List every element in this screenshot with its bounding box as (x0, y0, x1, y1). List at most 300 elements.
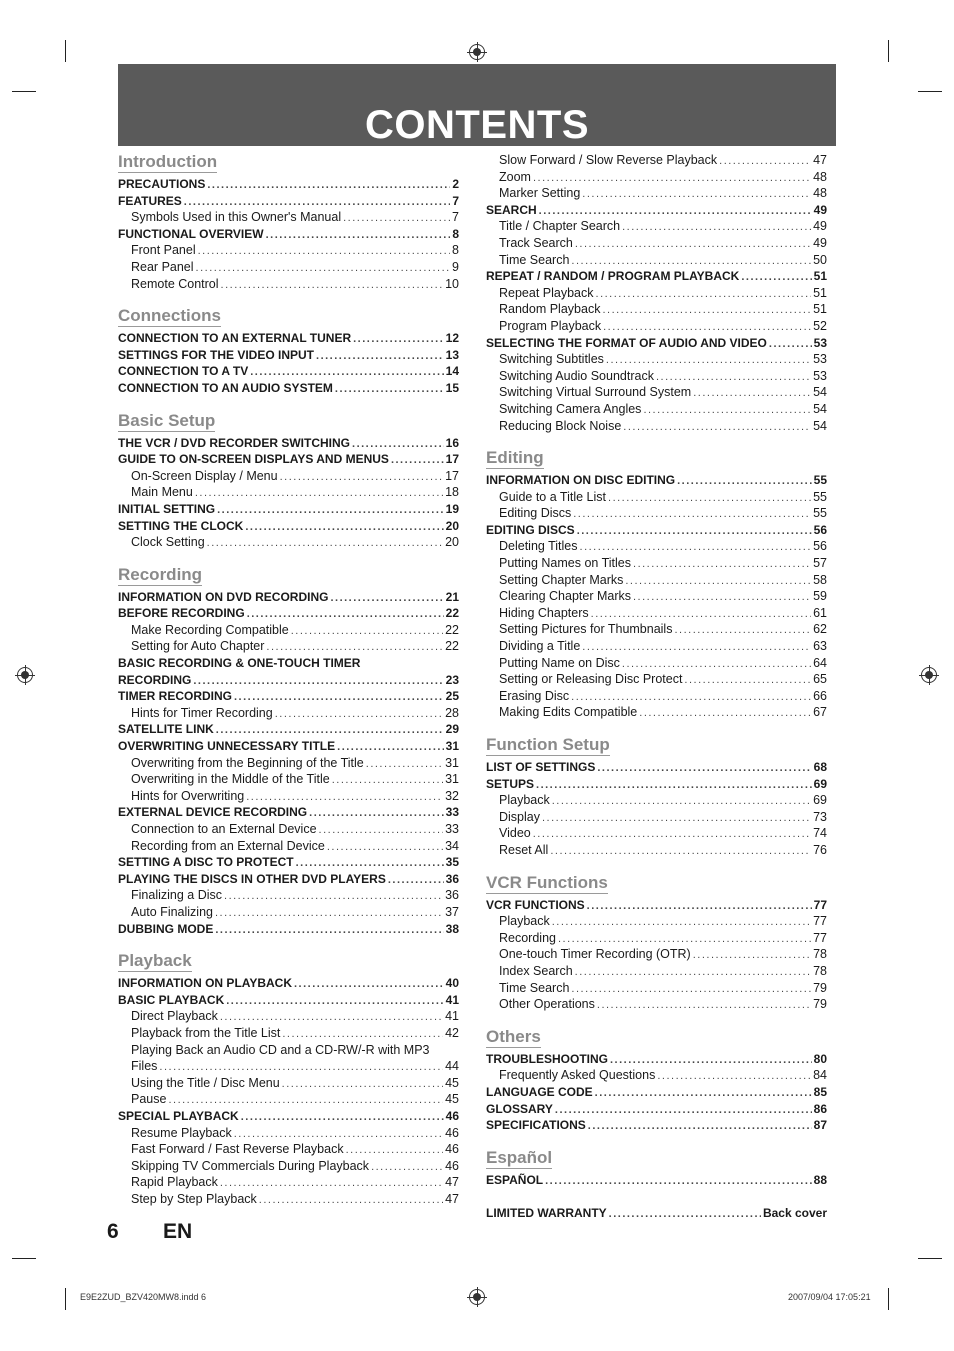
toc-entry[interactable] (118, 605, 459, 622)
toc-entry-page: 37 (445, 904, 459, 919)
toc-column-right (486, 152, 827, 1222)
toc-entry[interactable] (118, 975, 459, 992)
toc-entry[interactable] (118, 501, 459, 518)
toc-entry[interactable] (118, 347, 459, 364)
toc-entry[interactable] (118, 1158, 459, 1175)
toc-entry-label: INITIAL SETTING (118, 501, 216, 516)
toc-entry[interactable] (118, 380, 459, 397)
dot-leader (591, 606, 811, 623)
toc-entry-page: 49 (813, 219, 827, 234)
toc-entry[interactable] (486, 538, 827, 555)
dot-leader (241, 1109, 444, 1126)
toc-entry[interactable] (486, 335, 827, 352)
dot-leader (330, 590, 443, 607)
toc-entry[interactable] (118, 1008, 459, 1025)
toc-entry[interactable] (486, 638, 827, 655)
toc-entry[interactable] (486, 351, 827, 368)
toc-entry-page: 58 (813, 572, 827, 587)
dot-leader (193, 673, 443, 690)
toc-entry[interactable] (118, 887, 459, 904)
toc-entry[interactable] (118, 209, 459, 226)
toc-entry-page: 55 (813, 506, 827, 521)
dot-leader (552, 793, 811, 810)
toc-entry-page: 55 (813, 473, 827, 488)
crop-mark (12, 91, 36, 92)
toc-entry[interactable] (118, 838, 459, 855)
toc-entry-page: 51 (813, 285, 827, 300)
toc-entry-page: 10 (445, 276, 459, 291)
dot-leader (184, 194, 451, 211)
toc-entry[interactable] (118, 755, 459, 772)
toc-entry-label: Connection to an External Device (131, 822, 317, 836)
toc-entry[interactable] (486, 522, 827, 539)
toc-entry[interactable] (118, 242, 459, 259)
dot-leader (226, 993, 443, 1010)
toc-entry-label: Marker Setting (499, 186, 581, 201)
toc-entry[interactable] (486, 825, 827, 842)
toc-entry-page: 9 (452, 259, 459, 274)
toc-entry-page: 54 (813, 418, 827, 433)
toc-entry-label: Make Recording Compatible (131, 622, 289, 637)
section-heading: Español (486, 1147, 553, 1167)
toc-entry[interactable] (118, 1108, 459, 1125)
toc-entry[interactable] (486, 401, 827, 418)
toc-entry[interactable] (118, 921, 459, 938)
toc-entry-label: Clearing Chapter Marks (499, 589, 631, 604)
dot-leader (609, 1206, 761, 1223)
toc-entry-page: 87 (813, 1118, 827, 1133)
toc-entry[interactable] (118, 534, 459, 551)
dot-leader (280, 469, 444, 486)
toc-entry[interactable] (118, 276, 459, 293)
dot-leader (319, 822, 444, 839)
toc-entry[interactable] (486, 185, 827, 202)
toc-entry-label: One-touch Timer Recording (OTR) (499, 947, 691, 962)
section-heading: Introduction (118, 152, 218, 171)
toc-entry-label: Program Playback (499, 318, 602, 333)
dot-leader (215, 922, 443, 939)
toc-entry-page: 40 (445, 976, 459, 991)
dot-leader (571, 981, 811, 998)
toc-entry-label: Switching Audio Soundtrack (499, 368, 654, 383)
toc-entry-label: Erasing Disc (499, 688, 570, 703)
toc-entry-label: EDITING DISCS (486, 522, 575, 537)
toc-entry-label: Title / Chapter Search (499, 219, 621, 234)
toc-entry-page: 68 (813, 760, 827, 774)
toc-entry-page: 46 (445, 1142, 459, 1157)
toc-entry-label: LANGUAGE CODE (486, 1084, 593, 1099)
toc-entry-label: Auto Finalizing (131, 904, 213, 919)
toc-entry[interactable] (486, 704, 827, 721)
dot-leader (352, 436, 444, 453)
toc-entry-label: Display (499, 809, 540, 824)
toc-entry[interactable] (118, 1174, 459, 1191)
toc-entry-label: LIMITED WARRANTY (486, 1206, 607, 1221)
toc-entry-page: 28 (445, 705, 459, 720)
toc-entry[interactable] (486, 268, 827, 285)
toc-entry[interactable] (486, 842, 827, 859)
toc-entry[interactable] (118, 688, 459, 705)
toc-entry[interactable] (486, 759, 827, 776)
toc-entry-page: 65 (813, 672, 827, 687)
toc-entry-label: Hiding Chapters (499, 605, 589, 620)
toc-entry[interactable] (486, 472, 827, 489)
toc-entry[interactable] (486, 318, 827, 335)
toc-entry[interactable] (118, 484, 459, 501)
toc-entry-page: 73 (813, 809, 827, 824)
toc-entry-label: On-Screen Display / Menu (131, 468, 278, 483)
toc-entry[interactable] (118, 638, 459, 655)
toc-entry[interactable] (118, 193, 459, 210)
toc-entry-page: 47 (445, 1191, 459, 1206)
dot-leader (294, 976, 444, 993)
toc-entry-page: 45 (445, 1075, 459, 1090)
dot-leader (633, 589, 811, 606)
registration-mark-icon (469, 1289, 485, 1305)
toc-entry[interactable] (486, 505, 827, 522)
toc-entry-page: 51 (813, 269, 827, 284)
dot-leader (608, 490, 811, 507)
toc-entry-page: 69 (813, 793, 827, 808)
dot-leader (195, 485, 443, 502)
toc-entry[interactable] (118, 259, 459, 276)
toc-entry[interactable] (118, 738, 459, 755)
dot-leader (622, 219, 811, 236)
toc-entry-page: 77 (813, 897, 827, 912)
toc-entry-label: Fast Forward / Fast Reverse Playback (131, 1142, 344, 1157)
toc-entry[interactable] (486, 384, 827, 401)
toc-entry-page: 49 (813, 202, 827, 217)
toc-entry[interactable] (118, 1075, 459, 1092)
toc-entry[interactable] (486, 489, 827, 506)
toc-entry[interactable] (118, 721, 459, 738)
toc-entry[interactable] (118, 226, 459, 243)
toc-entry-page: 85 (813, 1084, 827, 1099)
toc-entry-label: Track Search (499, 235, 573, 250)
toc-entry[interactable] (486, 1084, 827, 1101)
toc-entry-page: 44 (445, 1059, 459, 1074)
toc-entry[interactable] (118, 363, 459, 380)
toc-entry[interactable] (486, 202, 827, 219)
toc-entry[interactable] (118, 1125, 459, 1142)
dot-leader (602, 302, 811, 319)
dot-leader (693, 385, 811, 402)
toc-entry[interactable] (486, 1101, 827, 1118)
dot-leader (266, 227, 451, 244)
page-language: EN (163, 1220, 193, 1243)
toc-entry-label: Remote Control (131, 276, 219, 291)
toc-entry[interactable] (486, 555, 827, 572)
toc-entry-label: GLOSSARY (486, 1101, 553, 1116)
toc-entry[interactable] (486, 963, 827, 980)
toc-entry-label: Slow Forward / Slow Reverse Playback (499, 153, 718, 167)
toc-entry-label: BASIC PLAYBACK (118, 992, 225, 1007)
toc-entry-page: 16 (445, 435, 459, 450)
toc-entry[interactable] (486, 235, 827, 252)
toc-entry-label: Direct Playback (131, 1009, 218, 1024)
registration-mark-icon (921, 667, 937, 683)
toc-entry[interactable] (486, 671, 827, 688)
dot-leader (656, 369, 811, 386)
toc-entry-page: 74 (813, 826, 827, 841)
dot-leader (266, 639, 443, 656)
toc-entry-label: Recording (499, 930, 556, 945)
toc-entry-page: 78 (813, 947, 827, 962)
toc-entry[interactable] (118, 1025, 459, 1042)
toc-entry-page: 20 (445, 535, 459, 550)
toc-entry[interactable] (118, 518, 459, 535)
toc-entry-label: Using the Title / Disc Menu (131, 1075, 280, 1090)
toc-entry-page: 42 (445, 1025, 459, 1040)
toc-entry-page: 31 (445, 739, 459, 754)
toc-entry-page: 46 (445, 1125, 459, 1140)
toc-entry-page: 32 (445, 788, 459, 803)
toc-entry-label: Hints for Timer Recording (131, 705, 273, 720)
toc-entry[interactable] (486, 1067, 827, 1084)
toc-entry-page: 88 (813, 1172, 827, 1187)
toc-entry-label: Dividing a Title (499, 639, 581, 654)
title-banner (118, 64, 836, 146)
toc-entry[interactable] (486, 218, 827, 235)
toc-entry[interactable] (118, 655, 459, 672)
dot-leader (643, 402, 811, 419)
toc-entry[interactable] (486, 418, 827, 435)
toc-entry-label: Setting Chapter Marks (499, 572, 624, 587)
dot-leader (741, 269, 811, 286)
toc-entry-page: 18 (445, 485, 459, 500)
dot-leader (259, 1192, 443, 1209)
dot-leader (246, 789, 443, 806)
dot-leader (291, 623, 443, 640)
toc-entry[interactable] (486, 776, 827, 793)
toc-entry[interactable] (118, 821, 459, 838)
toc-entry-page: 25 (445, 689, 459, 704)
dot-leader (220, 1009, 443, 1026)
crop-mark (65, 40, 66, 62)
toc-entry[interactable] (486, 996, 827, 1013)
toc-entry-label: INFORMATION ON DVD RECORDING (118, 589, 329, 604)
toc-entry-page: 63 (813, 639, 827, 654)
toc-entry[interactable] (118, 622, 459, 639)
toc-entry[interactable] (118, 992, 459, 1009)
toc-entry-page: 45 (445, 1092, 459, 1107)
toc-entry[interactable] (118, 1058, 459, 1075)
toc-entry-label: Setting for Auto Chapter (131, 639, 265, 654)
dot-leader (353, 331, 444, 348)
footer-file: E9E2ZUD_BZV420MW8.indd 6 (80, 1292, 207, 1302)
dot-leader (552, 914, 811, 931)
dot-leader (769, 336, 812, 353)
crop-mark (918, 1258, 942, 1259)
toc-entry-label: RECORDING (118, 672, 192, 687)
toc-entry[interactable] (486, 1051, 827, 1068)
toc-entry[interactable] (118, 176, 459, 193)
toc-entry-page: 64 (813, 655, 827, 670)
toc-entry-label: Recording from an External Device (131, 838, 325, 853)
toc-entry[interactable] (486, 930, 827, 947)
toc-entry[interactable] (118, 1091, 459, 1108)
toc-entry-label: THE VCR / DVD RECORDER SWITCHING (118, 435, 351, 450)
toc-entry[interactable] (486, 572, 827, 589)
toc-entry[interactable] (486, 809, 827, 826)
dot-leader (343, 210, 450, 227)
toc-entry-label: Step by Step Playback (131, 1191, 257, 1206)
dot-leader (542, 810, 811, 827)
toc-entry-label: Index Search (499, 963, 573, 978)
toc-entry-label: Switching Camera Angles (499, 401, 642, 416)
toc-entry-label: Playing Back an Audio CD and a CD-RW/-R with MP3 (131, 1042, 430, 1057)
toc-entry[interactable] (486, 368, 827, 385)
section-heading: Basic Setup (118, 410, 216, 430)
toc-entry-label: CONNECTION TO AN AUDIO SYSTEM (118, 380, 333, 395)
dot-leader (168, 1092, 443, 1109)
dot-leader (550, 843, 811, 860)
toc-entry[interactable] (118, 871, 459, 888)
toc-entry[interactable] (118, 788, 459, 805)
toc-entry-label: Editing Discs (499, 506, 572, 521)
toc-entry-page: 86 (813, 1101, 827, 1116)
toc-entry[interactable] (118, 435, 459, 452)
toc-entry-label: Zoom (499, 169, 531, 184)
toc-entry-label: Switching Virtual Surround System (499, 385, 692, 400)
toc-entry-label: REPEAT / RANDOM / PROGRAM PLAYBACK (486, 269, 740, 284)
toc-entry-label: SEARCH (486, 202, 537, 217)
dot-leader (588, 1118, 812, 1135)
dot-leader (597, 760, 811, 777)
toc-entry-page: 76 (813, 842, 827, 857)
toc-entry-label: Playback from the Title List (131, 1025, 281, 1040)
dot-leader (282, 1076, 443, 1093)
dot-leader (216, 722, 444, 739)
toc-entry[interactable] (486, 1172, 827, 1189)
toc-entry-label: INFORMATION ON DISC EDITING (486, 473, 676, 488)
dot-leader (198, 243, 450, 260)
toc-entry[interactable] (118, 771, 459, 788)
toc-entry-label: CONNECTION TO AN EXTERNAL TUNER (118, 331, 352, 346)
toc-entry[interactable] (118, 1141, 459, 1158)
toc-entry[interactable] (486, 621, 827, 638)
toc-entry[interactable] (486, 152, 827, 169)
dot-leader (606, 352, 811, 369)
toc-entry-page: 41 (445, 992, 459, 1007)
toc-entry[interactable] (486, 605, 827, 622)
toc-entry-label: BASIC RECORDING & ONE-TOUCH TIMER (118, 656, 361, 671)
toc-entry[interactable] (486, 655, 827, 672)
toc-entry-label: Video (499, 826, 531, 841)
crop-mark (12, 1258, 36, 1259)
toc-entry-label: BEFORE RECORDING (118, 606, 245, 621)
toc-entry-label: Making Edits Compatible (499, 705, 638, 720)
section-heading: Function Setup (486, 735, 610, 754)
toc-entry-label: Setting or Releasing Disc Protect (499, 672, 683, 687)
section-heading: Recording (118, 564, 203, 584)
toc-entry-label: Front Panel (131, 243, 196, 258)
toc-entry-page: 56 (813, 539, 827, 554)
toc-entry-label: PLAYING THE DISCS IN OTHER DVD PLAYERS (118, 871, 386, 886)
toc-entry[interactable] (118, 468, 459, 485)
dot-leader (215, 905, 443, 922)
toc-entry[interactable] (486, 913, 827, 930)
toc-entry-label: Setting Pictures for Thumbnails (499, 622, 673, 637)
toc-entry[interactable] (486, 301, 827, 318)
toc-entry[interactable] (486, 946, 827, 963)
toc-entry[interactable] (486, 1205, 827, 1222)
toc-entry-page: 52 (813, 318, 827, 333)
toc-entry-page: 14 (445, 364, 459, 379)
toc-entry-page: 20 (445, 518, 459, 533)
toc-entry[interactable] (486, 588, 827, 605)
dot-leader (558, 931, 811, 948)
toc-entry[interactable] (118, 1042, 459, 1059)
toc-entry-label: SPECIAL PLAYBACK (118, 1108, 239, 1123)
toc-entry-page: 22 (445, 622, 459, 637)
toc-entry-label: Rapid Playback (131, 1175, 218, 1190)
toc-entry[interactable] (118, 804, 459, 821)
toc-entry[interactable] (486, 252, 827, 269)
toc-entry[interactable] (118, 1191, 459, 1208)
toc-entry-label: Guide to a Title List (499, 489, 607, 504)
toc-entry-label: Finalizing a Disc (131, 888, 223, 903)
toc-entry-label: Skipping TV Commercials During Playback (131, 1158, 370, 1173)
dot-leader (275, 706, 443, 723)
toc-entry-page: Back cover (762, 1206, 827, 1221)
toc-entry-page: 54 (813, 385, 827, 400)
page-title: CONTENTS (365, 103, 589, 147)
toc-entry[interactable] (486, 792, 827, 809)
registration-mark-icon (17, 667, 33, 683)
toc-entry-label: SETTING A DISC TO PROTECT (118, 855, 294, 870)
dot-leader (674, 622, 811, 639)
toc-entry-page: 8 (452, 226, 459, 241)
toc-entry[interactable] (486, 980, 827, 997)
toc-entry-page: 67 (813, 705, 827, 720)
toc-entry[interactable] (118, 854, 459, 871)
dot-leader (677, 473, 812, 490)
toc-entry-label: Overwriting from the Beginning of the Title (131, 755, 364, 770)
toc-entry[interactable] (486, 285, 827, 302)
toc-entry[interactable] (486, 169, 827, 186)
toc-entry[interactable] (118, 904, 459, 921)
dot-leader (580, 539, 812, 556)
section-heading: Playback (118, 951, 192, 971)
toc-entry-label: SETTING THE CLOCK (118, 518, 244, 533)
toc-entry-page: 84 (813, 1068, 827, 1083)
dot-leader (571, 253, 811, 270)
toc-entry[interactable] (118, 330, 459, 347)
dot-leader (337, 739, 444, 756)
toc-entry[interactable] (486, 897, 827, 914)
dot-leader (217, 502, 444, 519)
toc-entry-label: INFORMATION ON PLAYBACK (118, 976, 292, 991)
toc-entry[interactable] (118, 705, 459, 722)
dot-leader (221, 277, 444, 294)
toc-entry-page: 31 (445, 755, 459, 770)
toc-entry-page: 48 (813, 169, 827, 184)
toc-entry-page: 77 (813, 930, 827, 945)
toc-entry-page: 56 (813, 522, 827, 537)
toc-entry[interactable] (486, 688, 827, 705)
dot-leader (623, 419, 811, 436)
toc-entry[interactable] (118, 672, 459, 689)
toc-entry[interactable] (118, 589, 459, 606)
toc-entry-page: 50 (813, 252, 827, 267)
dot-leader (596, 286, 812, 303)
toc-entry[interactable] (118, 451, 459, 468)
crop-mark (888, 40, 889, 62)
dot-leader (391, 452, 444, 469)
toc-entry-page: 69 (813, 776, 827, 791)
toc-entry[interactable] (486, 1117, 827, 1134)
